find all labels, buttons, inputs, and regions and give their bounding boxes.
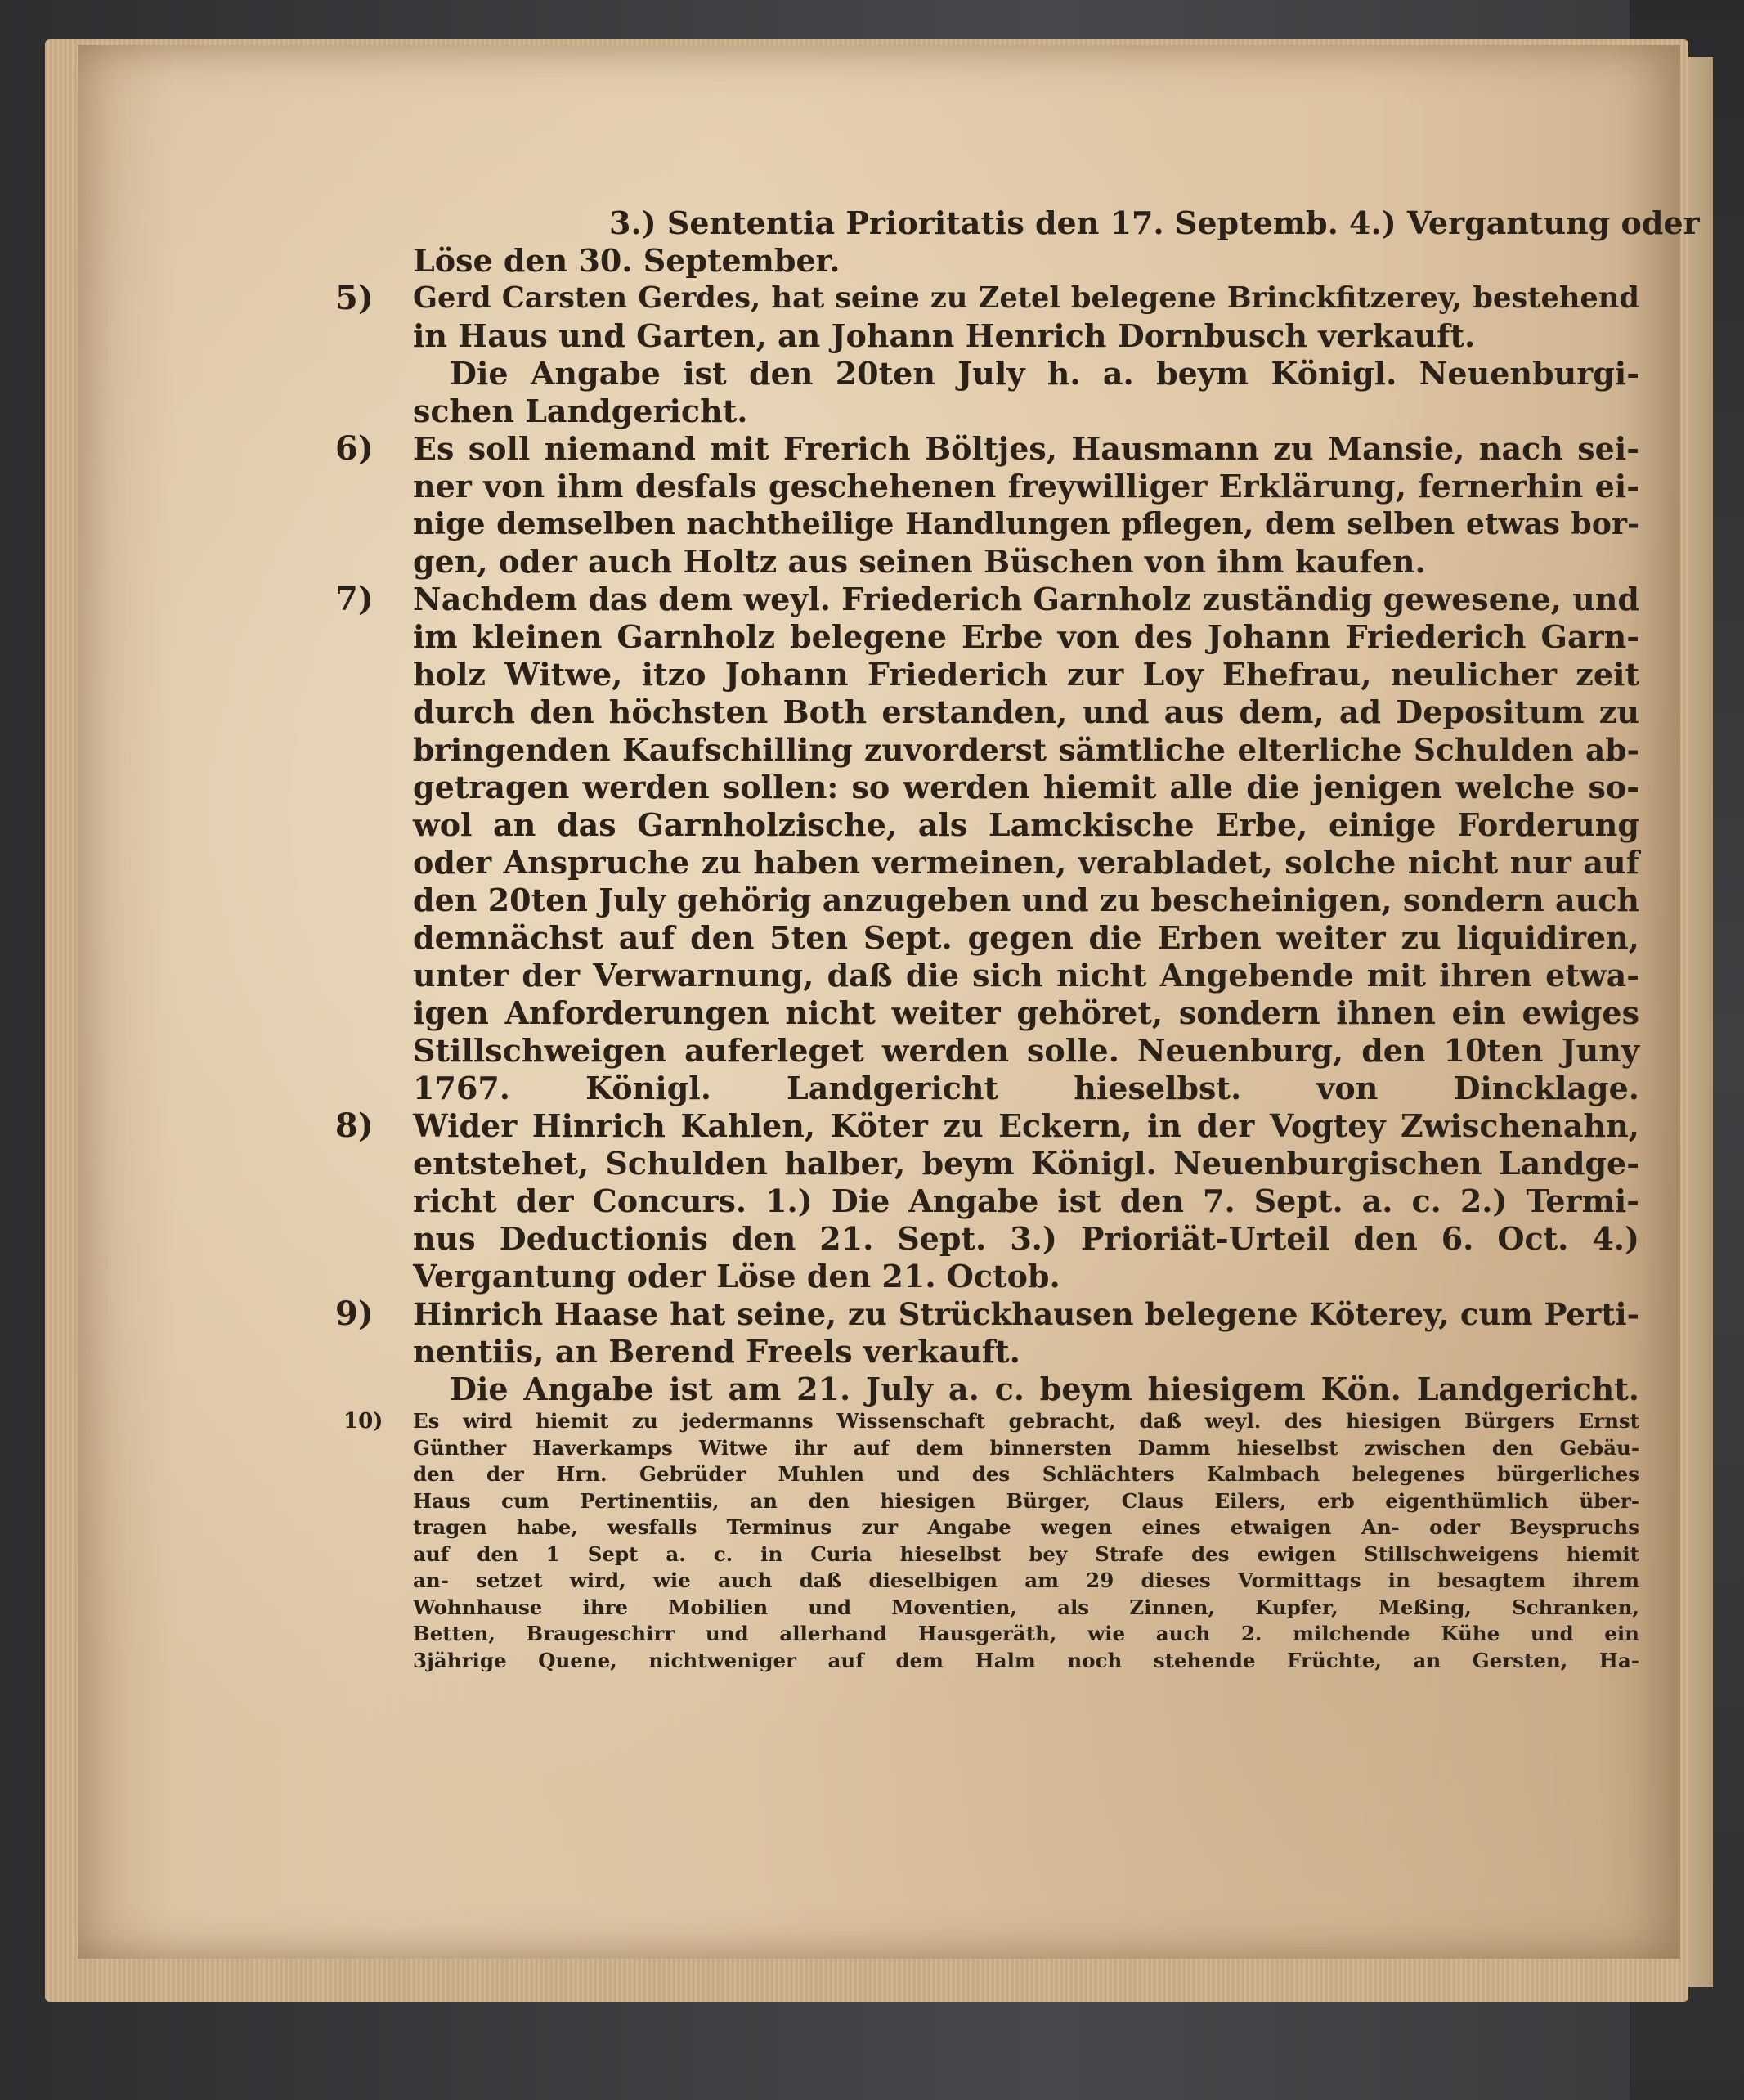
text-line: Hinrich Haase hat seine, zu Strückhausen belegene Köterey, cum Perti- [413,1296,1639,1332]
text-line: Vergantung oder Löse den 21. Octob. [413,1258,1060,1295]
text-line: 3jährige Quene, nichtweniger auf dem Halm noch stehende Früchte, an Gersten, Ha- [413,1648,1639,1672]
book-page [78,45,1700,1959]
text-line: unter der Verwarnung, daß die sich nicht Angebende mit ihren etwa- [413,957,1639,994]
entry-number: 10) [343,1409,383,1434]
text-line: Löse den 30. September. [413,242,841,279]
text-line: Wohnhause ihre Mobilien und Moventien, als Zinnen, Kupfer, Meßing, Schranken, [413,1595,1639,1619]
entry-number: 8) [335,1106,374,1145]
entry-number: 5) [335,279,374,317]
text-line: an- setzet wird, wie auch daß dieselbigen am 29 dieses Vormittags in besagtem ihrem [413,1568,1639,1592]
text-line: nige demselben nachtheilige Handlungen pflegen, dem selben etwas bor- [413,506,1639,541]
text-line: richt der Concurs. 1.) Die Angabe ist den 7. Sept. a. c. 2.) Termi- [413,1182,1639,1219]
text-line: auf den 1 Sept a. c. in Curia hieselbst bey Strafe des ewigen Stillschweigens hiemit [413,1541,1639,1566]
text-line: oder Anspruche zu haben vermeinen, verabladet, solche nicht nur auf [413,844,1639,881]
entry-5 [335,279,1639,430]
entry-10 [343,1408,1639,1674]
text-line: den 20ten July gehörig anzugeben und zu bescheinigen, sondern auch [413,882,1639,918]
continued-text [413,204,1700,280]
entry-9 [335,1295,1639,1408]
text-line: Nachdem das dem weyl. Friederich Garnholz zuständig gewesene, und [413,581,1639,617]
text-line: schen Landgericht. [413,393,748,429]
entry-number: 6) [335,429,374,468]
entry-8 [335,1106,1639,1295]
text-line: holz Witwe, itzo Johann Friederich zur Loy Ehefrau, neulicher zeit [413,656,1639,693]
text-line: igen Anforderungen nicht weiter gehöret, sondern ihnen ein ewiges [413,994,1639,1031]
text-line: 1767. Königl. Landgericht hieselbst. von Dincklage. [413,1070,1639,1106]
text-line: wol an das Garnholzische, als Lamckische Erbe, einige Forderung [413,806,1639,843]
text-line: Betten, Braugeschirr und allerhand Hausgeräth, wie auch 2. milchende Kühe und ein [413,1622,1639,1645]
text-line: Es soll niemand mit Frerich Böltjes, Hausmann zu Mansie, nach sei- [413,430,1639,467]
entry-6 [335,429,1639,581]
text-line: ner von ihm desfals geschehenen freywilliger Erklärung, fernerhin ei- [413,468,1639,505]
text-line: Wider Hinrich Kahlen, Köter zu Eckern, in der Vogtey Zwischenahn, [413,1107,1639,1144]
text-line: Stillschweigen auferleget werden solle. Neuenburg, den 10ten Juny [413,1032,1639,1069]
text-line: Haus cum Pertinentiis, an den hiesigen Bürger, Claus Eilers, erb eigenthümlich über- [413,1488,1639,1513]
text-line: gen, oder auch Holtz aus seinen Büschen von ihm kaufen. [413,543,1426,580]
entry-7 [335,580,1639,1107]
text-line: nus Deductionis den 21. Sept. 3.) Prioriät-Urteil den 6. Oct. 4.) [413,1220,1639,1257]
entry-number: 9) [335,1295,374,1333]
text-line: demnächst auf den 5ten Sept. gegen die Erben weiter zu liquidiren, [413,919,1639,956]
text-line: Es wird hiemit zu jedermanns Wissenschaft gebracht, daß weyl. des hiesigen Bürgers Ernst [413,1409,1639,1433]
text-line: Die Angabe ist am 21. July a. c. beym hiesigem Kön. Landgericht. [450,1371,1639,1407]
entry-number: 7) [335,580,374,618]
text-line: den der Hrn. Gebrüder Muhlen und des Schlächters Kalmbach belegenes bürgerliches [413,1462,1639,1486]
text-line: Gerd Carsten Gerdes, hat seine zu Zetel belegene Brinckfitzerey, bestehend [413,281,1639,315]
text-line: durch den höchsten Both erstanden, und aus dem, ad Depositum zu [413,693,1639,730]
page-text [335,204,1700,1674]
text-line: entstehet, Schulden halber, beym Königl. Neuenburgischen Landge- [413,1145,1639,1182]
text-line: bringenden Kaufschilling zuvorderst sämtliche elterliche Schulden ab- [413,732,1639,768]
text-line: nentiis, an Berend Freels verkauft. [413,1333,1020,1370]
text-line: 3.) Sententia Prioritatis den 17. Septemb. 4.) Vergantung oder [609,204,1700,241]
text-line: in Haus und Garten, an Johann Henrich Dornbusch verkauft. [413,317,1476,354]
text-line: tragen habe, wesfalls Terminus zur Angabe wegen eines etwaigen An- oder Beyspruchs [413,1515,1639,1539]
text-line: Günther Haverkamps Witwe ihr auf dem binnersten Damm hieselbst zwischen den Gebäu- [413,1435,1639,1460]
text-line: Die Angabe ist den 20ten July h. a. beym Königl. Neuenburgi- [450,355,1639,392]
text-line: getragen werden sollen: so werden hiemit alle die jenigen welche so- [413,769,1639,805]
text-line: im kleinen Garnholz belegene Erbe von des Johann Friederich Garn- [413,618,1639,655]
